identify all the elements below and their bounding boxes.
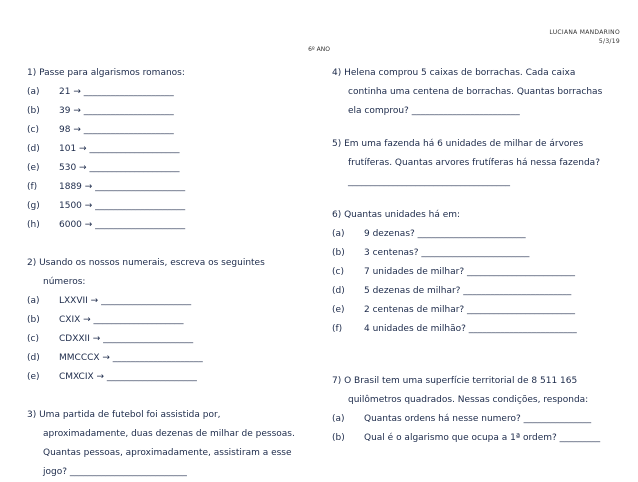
date: 5/3/19 — [598, 38, 620, 45]
item-label: (e) — [332, 305, 345, 315]
item-label: (a) — [27, 296, 40, 306]
item-text: 7 unidades de milhar? ________________________ — [364, 267, 575, 277]
list-item — [27, 292, 312, 311]
question-2-items — [27, 292, 312, 387]
item-text: 4 unidades de milhão? ________________________ — [364, 324, 577, 334]
item-text: 6000 → ____________________ — [59, 220, 186, 230]
item-label: (f) — [27, 182, 38, 192]
item-label: (c) — [27, 125, 39, 135]
item-label: (d) — [332, 286, 345, 296]
item-text: MMCCCX → ____________________ — [59, 353, 203, 363]
question-1-title: 1) Passe para algarismos romanos: — [27, 68, 185, 78]
item-text: 9 dezenas? ________________________ — [364, 229, 526, 239]
item-text: 39 → ____________________ — [59, 106, 174, 116]
question-4-text-cont: continha uma centena de borrachas. Quantas borrachas — [348, 87, 603, 97]
list-item — [27, 102, 312, 121]
question-4-text: 4) Helena comprou 5 caixas de borrachas. Cada caixa — [332, 68, 576, 78]
item-label: (e) — [27, 163, 40, 173]
question-5-answer-line: ____________________________________ — [348, 177, 510, 187]
question-4-answer-line: ela comprou? ________________________ — [348, 106, 520, 116]
left-column — [27, 64, 312, 482]
item-label: (d) — [27, 144, 40, 154]
list-item — [27, 178, 312, 197]
list-item — [332, 301, 632, 320]
question-7-items — [332, 410, 632, 448]
item-label: (b) — [27, 315, 40, 325]
list-item — [27, 83, 312, 102]
question-7-text: 7) O Brasil tem uma superfície territorial de 8 511 165 — [332, 376, 578, 386]
list-item — [332, 282, 632, 301]
item-label: (b) — [27, 106, 40, 116]
list-item — [27, 368, 312, 387]
item-text: 5 dezenas de milhar? ________________________ — [364, 286, 572, 296]
item-text: 2 centenas de milhar? ________________________ — [364, 305, 576, 315]
list-item — [27, 159, 312, 178]
item-label: (b) — [332, 433, 345, 443]
item-text: CXIX → ____________________ — [59, 315, 184, 325]
item-text: CDXXII → ____________________ — [59, 334, 194, 344]
item-text: 21 → ____________________ — [59, 87, 174, 97]
item-label: (e) — [27, 372, 40, 382]
item-text: 1889 → ____________________ — [59, 182, 186, 192]
item-text: 530 → ____________________ — [59, 163, 180, 173]
item-label: (h) — [27, 220, 40, 230]
list-item — [332, 429, 632, 448]
question-2-title-cont: números: — [43, 277, 86, 287]
item-text: CMXCIX → ____________________ — [59, 372, 197, 382]
right-column — [332, 64, 632, 448]
question-3-text-cont: Quantas pessoas, aproximadamente, assistiram a esse — [43, 448, 292, 458]
question-5-text: 5) Em uma fazenda há 6 unidades de milhar de árvores — [332, 139, 584, 149]
question-3-answer-line: jogo? __________________________ — [43, 467, 187, 477]
question-3-text: 3) Uma partida de futebol foi assistida por, — [27, 410, 221, 420]
question-5-text-cont: frutíferas. Quantas arvores frutíferas há nessa fazenda? — [348, 158, 600, 168]
item-text: Qual é o algarismo que ocupa a 1ª ordem? _________ — [364, 433, 601, 443]
item-label: (c) — [27, 334, 39, 344]
item-label: (b) — [332, 248, 345, 258]
list-item — [332, 410, 632, 429]
item-text: 98 → ____________________ — [59, 125, 174, 135]
list-item — [332, 244, 632, 263]
list-item — [27, 311, 312, 330]
list-item — [27, 216, 312, 235]
item-text: Quantas ordens há nesse numero? _______________ — [364, 414, 592, 424]
list-item — [27, 349, 312, 368]
grade-label: 6º ANO — [308, 46, 330, 53]
item-label: (a) — [27, 87, 40, 97]
question-3-text-cont: aproximadamente, duas dezenas de milhar de pessoas. — [43, 429, 295, 439]
item-text: 1500 → ____________________ — [59, 201, 186, 211]
item-label: (c) — [332, 267, 344, 277]
question-6-title: 6) Quantas unidades há em: — [332, 210, 461, 220]
item-label: (d) — [27, 353, 40, 363]
item-label: (f) — [332, 324, 343, 334]
question-1-items — [27, 83, 312, 235]
list-item — [332, 263, 632, 282]
item-text: 3 centenas? ________________________ — [364, 248, 530, 258]
item-label: (a) — [332, 414, 345, 424]
item-label: (a) — [332, 229, 345, 239]
question-7-text-cont: quilômetros quadrados. Nessas condições, responda: — [348, 395, 589, 405]
question-6-items — [332, 225, 632, 339]
list-item — [332, 225, 632, 244]
item-text: 101 → ____________________ — [59, 144, 180, 154]
list-item — [27, 330, 312, 349]
list-item — [27, 140, 312, 159]
list-item — [27, 121, 312, 140]
list-item — [27, 197, 312, 216]
list-item — [332, 320, 632, 339]
question-2-title: 2) Usando os nossos numerais, escreva os seguintes — [27, 258, 265, 268]
item-label: (g) — [27, 201, 40, 211]
author-name: LUCIANA MANDARINO — [549, 29, 620, 36]
item-text: LXXVII → ____________________ — [59, 296, 192, 306]
